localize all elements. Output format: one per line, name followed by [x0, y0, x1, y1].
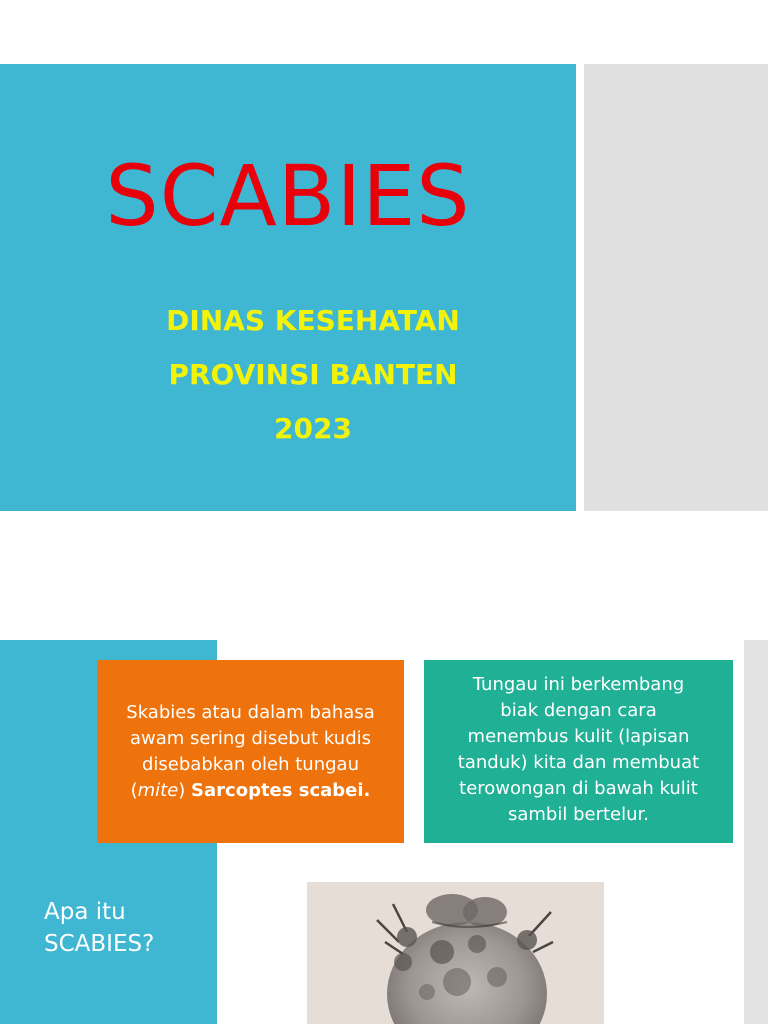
definition-line-1: Skabies atau dalam bahasa [126, 701, 375, 723]
subtitle-line-2: PROVINSI BANTEN [168, 358, 458, 391]
content-slide-heading [44, 896, 154, 960]
mite-image [307, 882, 604, 1024]
reproduction-line-3: menembus kulit (lapisan [467, 726, 690, 747]
heading-line-1: Apa itu [44, 899, 126, 925]
title-slide-panel [0, 64, 576, 511]
mite-micrograph-icon [307, 882, 604, 1024]
slide-subtitle [0, 294, 626, 456]
reproduction-line-2: biak dengan cara [500, 700, 657, 721]
reproduction-line-6: sambil bertelur. [507, 804, 649, 825]
definition-text [126, 700, 374, 804]
definition-line-2: awam sering disebut kudis [129, 727, 372, 749]
reproduction-box [424, 660, 733, 843]
heading-line-2: SCABIES? [44, 931, 155, 957]
definition-box [97, 660, 404, 843]
subtitle-line-1: DINAS KESEHATAN [166, 304, 460, 337]
reproduction-line-4: tanduk) kita dan membuat [457, 752, 700, 773]
italic-term: mite [137, 779, 179, 801]
title-slide-side-panel [584, 64, 768, 511]
definition-line-3: disebabkan oleh tungau [142, 753, 359, 775]
subtitle-line-3: 2023 [274, 412, 352, 445]
definition-line-4 [126, 778, 374, 804]
paren-close: ) [178, 779, 192, 801]
slide-title: SCABIES [105, 147, 471, 245]
species-name: Sarcoptes scabei. [191, 779, 371, 801]
reproduction-line-5: terowongan di bawah kulit [459, 778, 698, 799]
content-slide-right-bar [744, 640, 768, 1024]
reproduction-line-1: Tungau ini berkembang [472, 674, 685, 695]
paren-open: ( [130, 779, 138, 801]
